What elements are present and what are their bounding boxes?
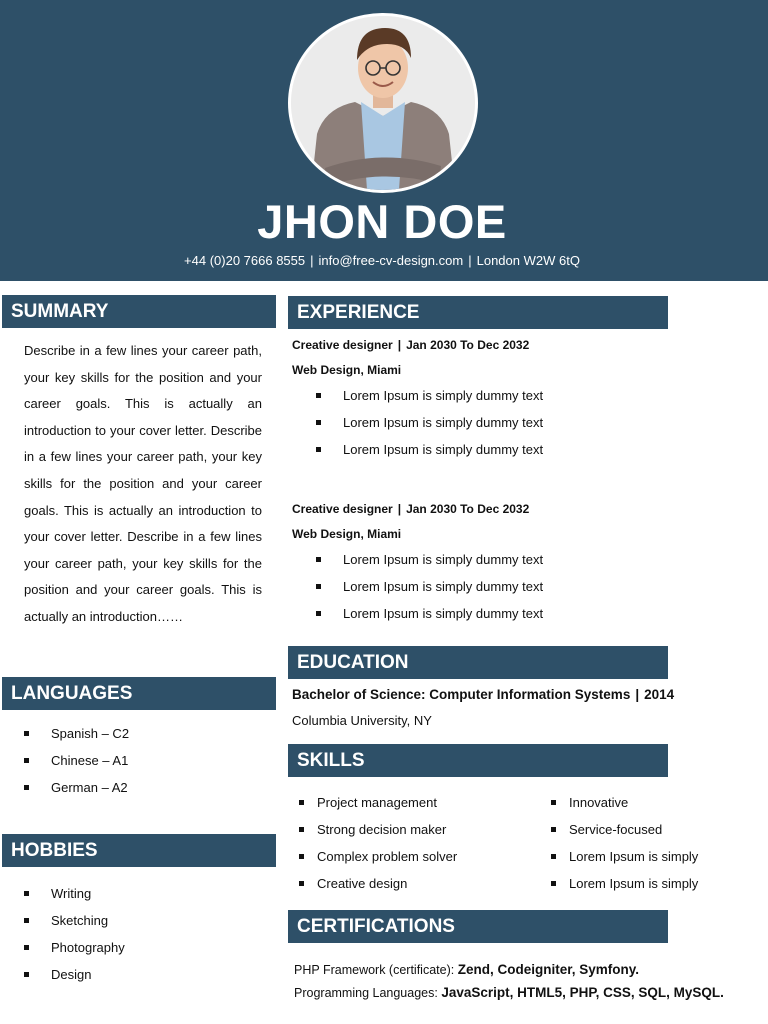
skill-item: Project management: [299, 789, 457, 816]
skill-item: Creative design: [299, 870, 457, 897]
job-bullet: Lorem Ipsum is simply dummy text: [316, 573, 543, 600]
skill-item: Strong decision maker: [299, 816, 457, 843]
hobby-item: Photography: [24, 934, 125, 961]
contact-line: [0, 253, 764, 268]
contact-separator: |: [310, 253, 314, 268]
job-role: Creative designer: [292, 502, 393, 516]
skills-heading: SKILLS: [288, 744, 668, 777]
degree-year: 2014: [644, 687, 675, 702]
phone-number: +44 (0)20 7666 8555: [184, 253, 306, 268]
skills-list-2: [551, 789, 698, 897]
job-place: Web Design, Miami: [292, 527, 402, 541]
profile-photo: [288, 13, 478, 193]
education-heading: EDUCATION: [288, 646, 668, 679]
summary-text: Describe in a few lines your career path, your key skills for the position and your career goals. This is actually an introduction to your cover letter. Describe in a few lines your career path, your key skills for the position and your career goals. This is actually an introduction to your cover letter. Describe in a few lines your career path, your key skills for the position and your career goals. This is actually an introduction……: [24, 343, 262, 624]
education-degree: Bachelor of Science: Computer Information Systems | 2014: [292, 687, 675, 702]
job-bullet: Lorem Ipsum is simply dummy text: [316, 382, 543, 409]
certification-item: [294, 985, 724, 1000]
skill-item: Service-focused: [551, 816, 698, 843]
job-bullet: Lorem Ipsum is simply dummy text: [316, 409, 543, 436]
candidate-name: JHON DOE: [257, 195, 507, 248]
hobbies-list: [24, 880, 125, 988]
job-bullet: Lorem Ipsum is simply dummy text: [316, 436, 543, 463]
resume-header: [0, 0, 768, 281]
certification-label: Programming Languages:: [294, 986, 438, 1000]
languages-list: [24, 720, 129, 801]
certification-item: [294, 962, 639, 977]
certification-label: PHP Framework (certificate):: [294, 963, 455, 977]
education-school: Columbia University, NY: [292, 713, 432, 728]
job-title: Creative designer | Jan 2030 To Dec 2032: [292, 338, 530, 352]
email-address: info@free-cv-design.com: [318, 253, 464, 268]
hobbies-heading: HOBBIES: [2, 834, 276, 867]
skills-list-1: [299, 789, 457, 897]
job-dates: Jan 2030 To Dec 2032: [406, 502, 530, 516]
degree-name: Bachelor of Science: Computer Information Systems: [292, 687, 631, 702]
profile-photo-illustration: [291, 16, 475, 190]
language-item: Spanish – C2: [24, 720, 129, 747]
contact-separator: |: [468, 253, 472, 268]
certification-value: Zend, Codeigniter, Symfony.: [457, 962, 639, 977]
job-bullet: Lorem Ipsum is simply dummy text: [316, 600, 543, 627]
experience-heading: EXPERIENCE: [288, 296, 668, 329]
summary-heading: SUMMARY: [2, 295, 276, 328]
language-item: German – A2: [24, 774, 129, 801]
certification-value: JavaScript, HTML5, PHP, CSS, SQL, MySQL.: [441, 985, 724, 1000]
job-bullets: [316, 546, 543, 627]
skill-item: Innovative: [551, 789, 698, 816]
job-role: Creative designer: [292, 338, 393, 352]
skill-item: Complex problem solver: [299, 843, 457, 870]
skill-item: Lorem Ipsum is simply: [551, 843, 698, 870]
certifications-heading: CERTIFICATIONS: [288, 910, 668, 943]
job-bullet: Lorem Ipsum is simply dummy text: [316, 546, 543, 573]
hobby-item: Writing: [24, 880, 125, 907]
skill-item: Lorem Ipsum is simply: [551, 870, 698, 897]
job-dates: Jan 2030 To Dec 2032: [406, 338, 530, 352]
languages-heading: LANGUAGES: [2, 677, 276, 710]
hobby-item: Sketching: [24, 907, 125, 934]
language-item: Chinese – A1: [24, 747, 129, 774]
hobby-item: Design: [24, 961, 125, 988]
location: London W2W 6tQ: [476, 253, 580, 268]
job-bullets: [316, 382, 543, 463]
job-title: Creative designer | Jan 2030 To Dec 2032: [292, 502, 530, 516]
job-place: Web Design, Miami: [292, 363, 402, 377]
